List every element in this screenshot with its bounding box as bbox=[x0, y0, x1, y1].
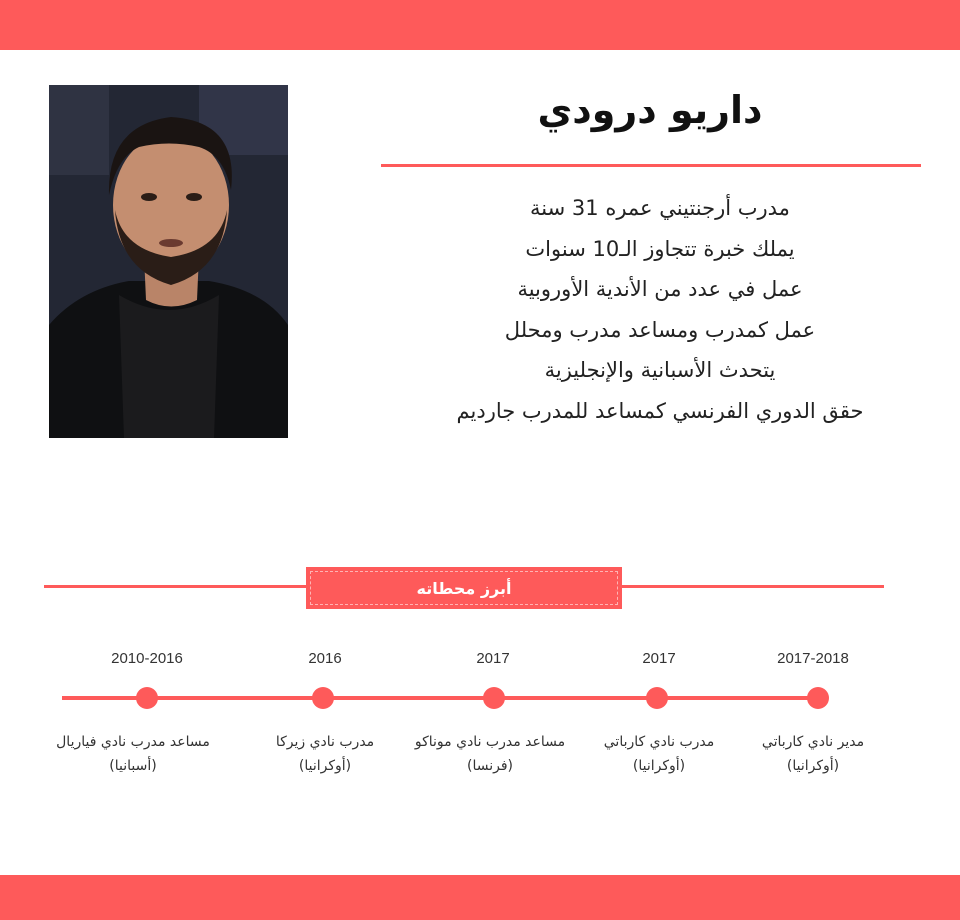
top-banner bbox=[0, 0, 960, 50]
bio-line: عمل كمدرب ومساعد مدرب ومحلل bbox=[504, 317, 816, 342]
timeline-country: (أوكرانيا) bbox=[298, 758, 352, 774]
timeline-country: (أوكرانيا) bbox=[632, 758, 686, 774]
section-title: أبرز محطاته bbox=[416, 578, 512, 598]
timeline-dot bbox=[312, 687, 334, 709]
timeline-dot bbox=[483, 687, 505, 709]
bio-line: عمل في عدد من الأندية الأوروبية bbox=[517, 277, 803, 301]
bio-list bbox=[400, 188, 920, 431]
profile-photo bbox=[49, 85, 288, 438]
timeline-description bbox=[230, 730, 420, 778]
timeline-role: مدرب نادي كارباتي bbox=[603, 734, 715, 750]
timeline-year: 2017 bbox=[642, 650, 676, 667]
timeline-description bbox=[395, 730, 585, 778]
bio-line: يتحدث الأسبانية والإنجليزية bbox=[544, 358, 776, 382]
bio-line: يملك خبرة تتجاوز الـ10 سنوات bbox=[525, 236, 795, 261]
timeline-dot bbox=[807, 687, 829, 709]
timeline-role: مساعد مدرب نادي موناكو bbox=[414, 734, 566, 750]
timeline-year: 2017-2018 bbox=[777, 650, 849, 667]
timeline-year: 2010-2016 bbox=[111, 650, 183, 667]
timeline-role: مدير نادي كارباتي bbox=[761, 734, 865, 750]
timeline-dot bbox=[646, 687, 668, 709]
timeline-description bbox=[564, 730, 754, 778]
timeline-country: (فرنسا) bbox=[467, 758, 513, 774]
timeline-dot bbox=[136, 687, 158, 709]
timeline-role: مدرب نادي زيركا bbox=[275, 734, 375, 750]
timeline-role: مساعد مدرب نادي فياريال bbox=[56, 734, 210, 750]
timeline-country: (أوكرانيا) bbox=[786, 758, 840, 774]
timeline-year: 2016 bbox=[308, 650, 342, 667]
bio-line: حقق الدوري الفرنسي كمساعد للمدرب جارديم bbox=[456, 398, 864, 423]
timeline-track bbox=[62, 696, 827, 700]
section-title-badge bbox=[306, 567, 622, 609]
profile-name: داريو درودي bbox=[537, 88, 763, 132]
bottom-banner bbox=[0, 875, 960, 920]
bio-line: مدرب أرجنتيني عمره 31 سنة bbox=[530, 196, 790, 220]
timeline-country: (أسبانيا) bbox=[109, 758, 157, 774]
timeline-description bbox=[38, 730, 228, 778]
name-divider bbox=[381, 164, 921, 167]
timeline-year: 2017 bbox=[476, 650, 510, 667]
